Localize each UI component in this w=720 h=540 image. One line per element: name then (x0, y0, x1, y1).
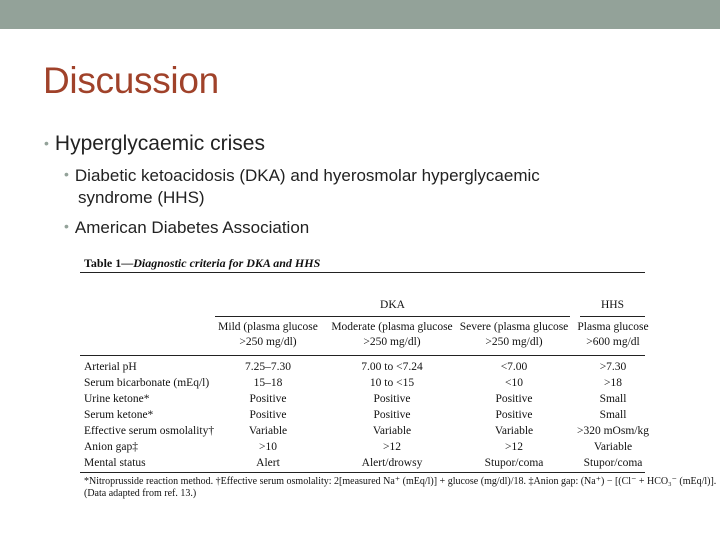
table-title-text: Diagnostic criteria for DKA and HHS (133, 256, 321, 270)
table-cell: Positive (495, 393, 533, 405)
table-cell: Positive (373, 393, 411, 405)
table-cell: Positive (495, 409, 533, 421)
table-cell: Small (599, 409, 627, 421)
table-footnote-source: (Data adapted from ref. 13.) (84, 488, 197, 499)
table-cell: >10 (259, 441, 277, 453)
bullet-dot-icon: • (64, 166, 69, 182)
bullet-level2 (64, 165, 674, 209)
table-cell: >12 (383, 441, 401, 453)
table-cell: Stupor/coma (484, 457, 544, 469)
row-label: Mental status (84, 457, 146, 469)
bullet-dot-icon: • (64, 218, 69, 234)
table-cell: Alert/drowsy (361, 457, 423, 469)
table-cell: Variable (593, 441, 633, 453)
table-cell: Positive (249, 409, 287, 421)
table-cell: Alert (256, 457, 280, 469)
bullet-text-continued: syndrome (HHS) (78, 188, 205, 207)
table-cell: <10 (505, 377, 523, 389)
column-header-hhs: Plasma glucose >600 mg/dl (577, 321, 649, 348)
table-cell: Positive (249, 393, 287, 405)
column-header-severe: Severe (plasma glucose >250 mg/dl) (459, 321, 569, 348)
bullet-dot-icon: • (44, 135, 49, 151)
top-accent-band (0, 0, 720, 29)
column-header-mild: Mild (plasma glucose >250 mg/dl) (218, 321, 318, 348)
row-label: Anion gap‡ (84, 441, 138, 453)
table-cell: Positive (373, 409, 411, 421)
bullet-text: American Diabetes Association (74, 218, 310, 237)
row-label: Serum ketone* (84, 409, 154, 421)
table-top-rule (80, 272, 645, 273)
table-cell: 7.25–7.30 (245, 361, 291, 373)
table-title-lead: Table 1— (84, 256, 134, 270)
header-bottom-rule (80, 355, 645, 356)
table-cell: 7.00 to <7.24 (361, 361, 423, 373)
row-label: Effective serum osmolality† (84, 425, 215, 437)
row-label: Arterial pH (84, 361, 137, 373)
group-rule-hhs (580, 316, 645, 317)
slide-title: Discussion (43, 60, 219, 101)
column-header-moderate: Moderate (plasma glucose >250 mg/dl) (331, 321, 453, 348)
table-cell: 15–18 (253, 377, 283, 389)
table-title (84, 256, 320, 271)
table-cell: 10 to <15 (369, 377, 415, 389)
table-cell: Stupor/coma (583, 457, 643, 469)
row-label: Urine ketone* (84, 393, 150, 405)
bullet-level1 (44, 132, 265, 156)
table-cell: Variable (372, 425, 412, 437)
group-header-dka: DKA (380, 299, 405, 311)
table-cell: >7.30 (599, 361, 627, 373)
table-cell: >18 (604, 377, 622, 389)
table-cell: Variable (248, 425, 288, 437)
table-cell: >320 mOsm/kg (577, 425, 649, 437)
diagnostic-criteria-table-image (80, 250, 717, 500)
table-cell: Small (599, 393, 627, 405)
group-rule-dka (215, 316, 570, 317)
bullet-text: Hyperglycaemic crises (54, 132, 265, 155)
bullet-level2 (64, 217, 309, 239)
row-label: Serum bicarbonate (mEq/l) (84, 377, 210, 389)
table-bottom-rule (80, 472, 645, 473)
table-cell: Variable (494, 425, 534, 437)
table-footnote: *Nitroprusside reaction method. †Effective serum osmolality: 2[measured Na⁺ (mEq/l)] + glucose (mg/dl)/18. ‡Anion gap: (Na⁺) − [(Cl⁻ + HCO₃⁻ (mEq/l)]. (84, 476, 717, 487)
table-cell: <7.00 (500, 361, 528, 373)
bullet-text: Diabetic ketoacidosis (DKA) and hyerosmolar hyperglycaemic (74, 166, 540, 185)
table-cell: >12 (505, 441, 523, 453)
group-header-hhs: HHS (600, 299, 624, 311)
